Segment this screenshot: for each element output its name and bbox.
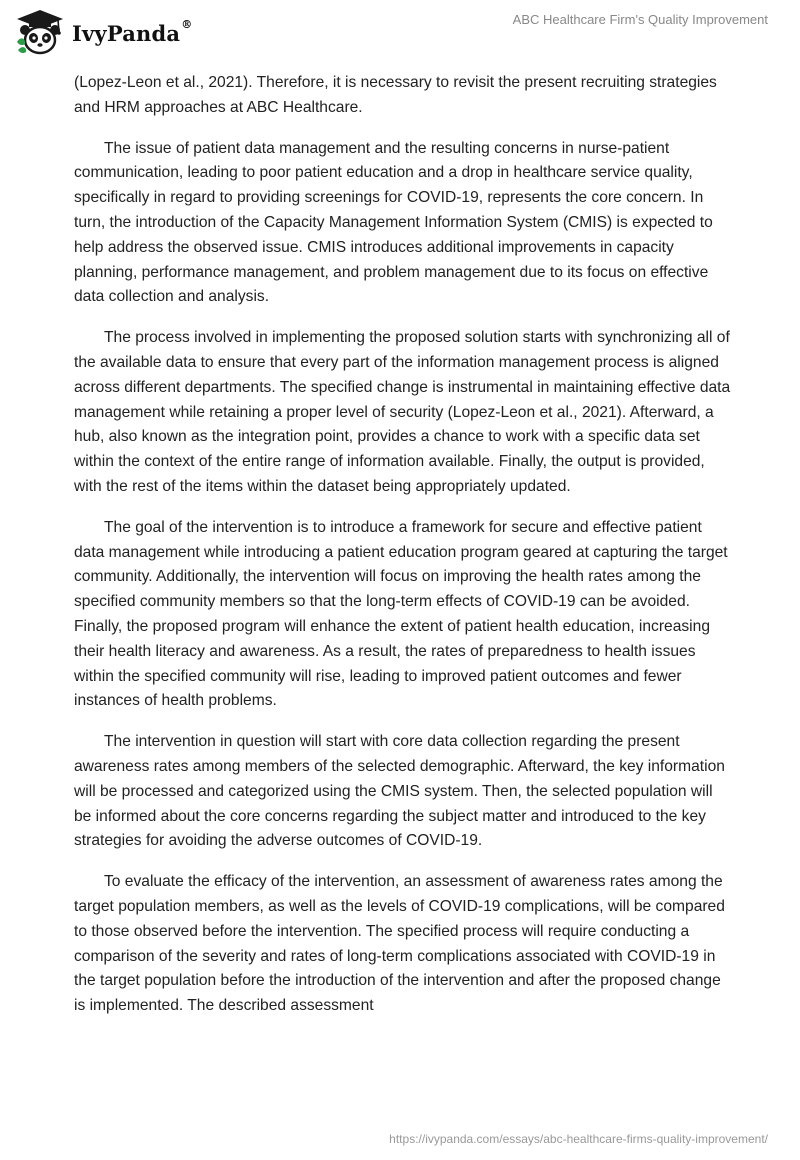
registered-mark: ® xyxy=(181,17,193,31)
brand-logo[interactable] xyxy=(14,8,192,56)
paragraph: The process involved in implementing the proposed solution starts with synchronizing all of the available data to ensure that every part of the information management process is aligned across different departments. The specified change is instrumental in maintaining effective data management while retaining a proper level of security (Lopez-Leon et al., 2021). Afterward, a hub, also known as the integration point, provides a chance to work with a specific data set within the context of the entire range of information available. Finally, the output is provided, with the rest of the items within the dataset being appropriately updated. xyxy=(74,329,731,495)
paragraph: To evaluate the efficacy of the intervention, an assessment of awareness rates among the target population members, as well as the levels of COVID-19 complications, will be compared to those observed before the intervention. The specified process will require conducting a comparison of the severity and rates of long-term complications associated with COVID-19 in the target population before the introduction of the intervention and after the proposed change is implemented. The described assessment xyxy=(74,873,725,1015)
page-header xyxy=(0,0,800,60)
source-url-link[interactable]: https://ivypanda.com/essays/abc-healthcare-firms-quality-improvement/ xyxy=(389,1132,768,1146)
paragraph: The issue of patient data management and the resulting concerns in nurse-patient communication, leading to poor patient education and a drop in healthcare service quality, specifically in regard to providing screenings for COVID-19, represents the core concern. In turn, the introduction of the Capacity Management Information System (CMIS) is expected to help address the observed issue. CMIS introduces additional improvements in capacity planning, performance management, and problem management due to its focus on effective data collection and analysis. xyxy=(74,139,713,306)
paragraph: The intervention in question will start with core data collection regarding the present awareness rates among members of the selected demographic. Afterward, the key information will be processed and categorized using the CMIS system. Then, the selected population will be informed about the core concerns regarding the subject matter and introduced to the key strategies for avoiding the adverse outcomes of COVID-19. xyxy=(74,733,725,850)
paragraph: (Lopez-Leon et al., 2021). Therefore, it is necessary to revisit the present recruiting strategies and HRM approaches at ABC Healthcare. xyxy=(74,74,717,116)
brand-name xyxy=(72,17,193,46)
brand-name-text: IvyPanda xyxy=(72,20,181,46)
paragraph: The goal of the intervention is to introduce a framework for secure and effective patient data management while introducing a patient education program geared at capturing the target community. Additionally, the intervention will focus on improving the health rates among the specified community members so that the long-term effects of COVID-19 can be avoided. Finally, the proposed program will enhance the extent of patient health education, increasing their health literacy and awareness. As a result, the rates of preparedness to health issues within the specified community will rise, leading to improved patient outcomes and fewer instances of health problems. xyxy=(74,518,728,710)
panda-graduate-icon xyxy=(14,8,66,56)
document-title: ABC Healthcare Firm's Quality Improvement xyxy=(512,12,768,27)
essay-body xyxy=(74,71,734,1035)
